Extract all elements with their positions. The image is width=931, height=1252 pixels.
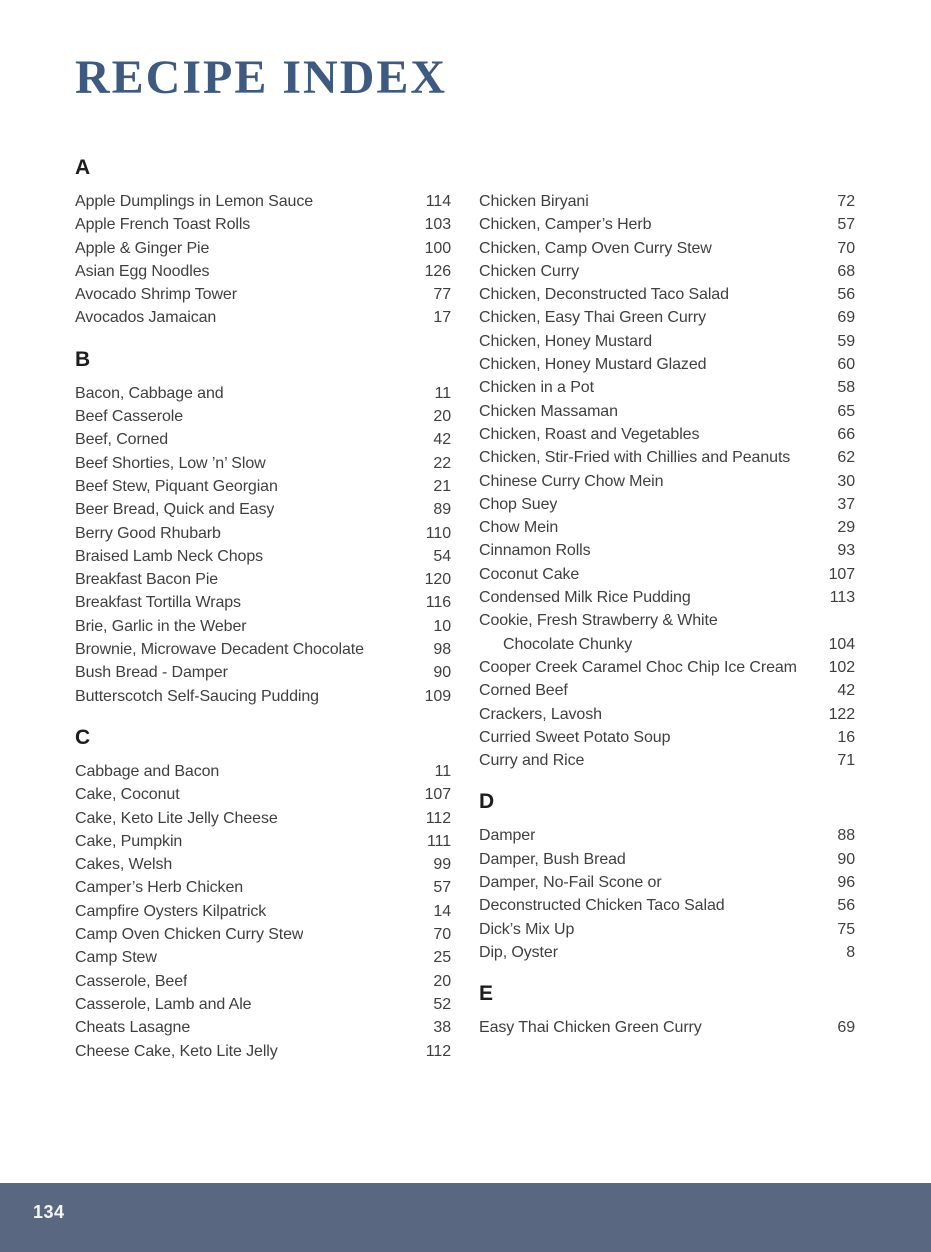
index-entry [479,848,855,871]
recipe-name: Beef, Corned [75,431,169,449]
recipe-name: Cake, Keto Lite Jelly Cheese [75,809,278,827]
recipe-name: Chicken, Honey Mustard [479,332,652,350]
page-number: 71 [837,752,855,770]
index-entry [479,190,855,213]
recipe-name: Cinnamon Rolls [479,542,591,560]
recipe-name: Bush Bread - Damper [75,664,228,682]
page-number: 70 [433,926,451,944]
recipe-name: Coconut Cake [479,565,580,583]
recipe-name: Cake, Pumpkin [75,832,183,850]
page-number: 96 [837,874,855,892]
index-entry [75,522,451,545]
index-entry [479,516,855,539]
index-entry [479,1016,855,1039]
recipe-name: Chop Suey [479,495,558,513]
recipe-name: Damper [479,827,536,845]
index-entry [75,970,451,993]
recipe-name: Chicken, Easy Thai Green Curry [479,309,707,327]
index-entry [479,749,855,772]
index-entry [75,306,451,329]
recipe-name: Bacon, Cabbage and [75,384,224,402]
recipe-name: Dick’s Mix Up [479,920,575,938]
page-number: 77 [433,286,451,304]
section-letter: C [75,725,91,749]
index-entry [75,260,451,283]
recipe-name: Braised Lamb Neck Chops [75,547,264,565]
index-entry [479,213,855,236]
page-number: 54 [433,547,451,565]
recipe-name: Apple & Ginger Pie [75,239,210,257]
index-entry [75,830,451,853]
page-number: 56 [837,897,855,915]
index-entry [75,807,451,830]
page-number: 20 [433,408,451,426]
index-entry [479,824,855,847]
page-number: 69 [837,309,855,327]
index-entry [479,726,855,749]
recipe-name: Chicken in a Pot [479,379,594,397]
recipe-name: Casserole, Lamb and Ale [75,995,252,1013]
index-entry [75,923,451,946]
index-entry [479,330,855,353]
page-number: 14 [433,902,451,920]
recipe-name: Avocado Shrimp Tower [75,286,237,304]
index-entry [75,760,451,783]
recipe-name: Cheats Lasagne [75,1019,191,1037]
page-number: 25 [433,949,451,967]
recipe-name: Beef Casserole [75,408,183,426]
page-number: 42 [837,682,855,700]
recipe-name: Cookie, Fresh Strawberry & White [479,612,718,630]
index-entry [75,428,451,451]
recipe-name: Avocados Jamaican [75,309,217,327]
index-entry [479,493,855,516]
recipe-name: Corned Beef [479,682,568,700]
page-number: 99 [433,856,451,874]
index-entry [479,871,855,894]
index-entry [75,475,451,498]
page-number: 107 [424,786,451,804]
index-entry [479,941,855,964]
recipe-name: Breakfast Bacon Pie [75,571,219,589]
page-number: 30 [837,472,855,490]
page-number: 107 [828,565,855,583]
index-entry [75,685,451,708]
index-entry [75,382,451,405]
page-number: 88 [837,827,855,845]
recipe-name: Deconstructed Chicken Taco Salad [479,897,725,915]
recipe-name: Camper’s Herb Chicken [75,879,244,897]
index-entry [479,260,855,283]
page-number: 65 [837,402,855,420]
index-column-left [75,156,451,1063]
recipe-name: Curried Sweet Potato Soup [479,728,671,746]
recipe-name: Chicken Curry [479,262,580,280]
recipe-name: Camp Stew [75,949,157,967]
page-number: 29 [837,519,855,537]
index-entry [479,894,855,917]
page-number: 70 [837,239,855,257]
recipe-name: Chicken, Roast and Vegetables [479,425,700,443]
index-entry [75,452,451,475]
index-entry [479,423,855,446]
recipe-name: Camp Oven Chicken Curry Stew [75,926,304,944]
index-entry [75,190,451,213]
index-entry [75,876,451,899]
index-entry [479,446,855,469]
recipe-name: Chinese Curry Chow Mein [479,472,664,490]
index-entry [75,591,451,614]
index-entry [75,900,451,923]
index-entry [479,586,855,609]
index-entry [479,656,855,679]
index-entry [479,306,855,329]
recipe-name: Condensed Milk Rice Pudding [479,589,691,607]
index-entry [479,283,855,306]
index-entry [479,539,855,562]
page-number: 58 [837,379,855,397]
page-number: 8 [846,943,855,961]
page-number: 66 [837,425,855,443]
recipe-name: Chow Mein [479,519,559,537]
page-number: 122 [828,705,855,723]
index-entry [479,703,855,726]
recipe-name: Brie, Garlic in the Weber [75,617,247,635]
index-entry [75,498,451,521]
recipe-name: Cakes, Welsh [75,856,173,874]
page-number: 98 [433,641,451,659]
page-number: 38 [433,1019,451,1037]
recipe-name: Apple French Toast Rolls [75,216,251,234]
index-entry [75,615,451,638]
index-entry [479,679,855,702]
page-number: 104 [828,635,855,653]
recipe-name: Chicken, Camper’s Herb [479,216,652,234]
recipe-name: Campfire Oysters Kilpatrick [75,902,267,920]
footer-bar [0,1183,931,1252]
index-entry [75,638,451,661]
page-number: 120 [424,571,451,589]
recipe-name-continuation: Chocolate Chunky [503,635,633,653]
page-number: 102 [828,658,855,676]
index-entry [479,563,855,586]
page-number: 42 [433,431,451,449]
recipe-name: Cheese Cake, Keto Lite Jelly [75,1042,278,1060]
page-number: 90 [837,850,855,868]
index-entry [75,853,451,876]
page-number: 113 [829,589,855,607]
page-number: 112 [425,809,451,827]
index-entry [75,237,451,260]
index-entry [75,213,451,236]
page-number: 112 [425,1042,451,1060]
index-entry [75,993,451,1016]
page-number: 56 [837,286,855,304]
section-letter: E [479,982,494,1006]
recipe-name: Chicken, Camp Oven Curry Stew [479,239,712,257]
index-entry [479,353,855,376]
recipe-name: Chicken, Honey Mustard Glazed [479,356,707,374]
recipe-name: Beer Bread, Quick and Easy [75,501,275,519]
page-number: 93 [837,542,855,560]
index-entry [75,946,451,969]
recipe-name: Curry and Rice [479,752,585,770]
index-entry [479,918,855,941]
page-number: 89 [433,501,451,519]
recipe-name: Damper, Bush Bread [479,850,626,868]
index-entry [75,1016,451,1039]
page-number: 111 [426,832,451,850]
page-number: 72 [837,193,855,210]
section-letter: A [75,156,91,179]
recipe-name: Butterscotch Self-Saucing Pudding [75,687,319,705]
page-number: 20 [433,972,451,990]
recipe-name: Crackers, Lavosh [479,705,602,723]
recipe-name: Damper, No-Fail Scone or [479,874,662,892]
page-number: 52 [433,995,451,1013]
recipe-name: Beef Shorties, Low ’n’ Slow [75,454,266,472]
page-number: 75 [837,920,855,938]
index-entry [75,783,451,806]
page-number: 57 [837,216,855,234]
recipe-name: Breakfast Tortilla Wraps [75,594,241,612]
index-entry [75,1040,451,1063]
page-number: 126 [424,262,451,280]
recipe-name: Cooper Creek Caramel Choc Chip Ice Cream [479,658,797,676]
recipe-name: Berry Good Rhubarb [75,524,221,542]
page-number: 109 [424,687,451,705]
index-entry [479,376,855,399]
recipe-name: Easy Thai Chicken Green Curry [479,1019,702,1037]
recipe-name: Apple Dumplings in Lemon Sauce [75,193,314,210]
page-number: 114 [425,193,451,210]
recipe-name: Beef Stew, Piquant Georgian [75,477,278,495]
page-number: 59 [837,332,855,350]
page-number: 11 [434,384,451,402]
recipe-name: Asian Egg Noodles [75,262,210,280]
page-number: 22 [433,454,451,472]
page-number: 37 [837,495,855,513]
footer-page-number: 134 [33,1202,65,1222]
page-number: 21 [433,477,451,495]
page-number: 57 [433,879,451,897]
recipe-name: Chicken Biryani [479,193,589,210]
index-entry [75,405,451,428]
page-number: 11 [434,762,451,780]
page-number: 68 [837,262,855,280]
page-number: 60 [837,356,855,374]
index-columns [0,156,931,1063]
index-entry [75,545,451,568]
index-entry [479,609,855,632]
recipe-name: Chicken, Stir-Fried with Chillies and Peanuts [479,449,791,467]
page-number: 17 [433,309,451,327]
page-number: 16 [837,728,855,746]
recipe-name: Casserole, Beef [75,972,188,990]
page-number: 110 [425,524,451,542]
index-column-right [479,156,855,1063]
recipe-name: Cake, Coconut [75,786,180,804]
page-number: 10 [433,617,451,635]
index-entry [75,661,451,684]
section-letter: B [75,347,91,371]
index-entry [75,568,451,591]
index-entry [75,283,451,306]
recipe-name: Brownie, Microwave Decadent Chocolate [75,641,364,659]
page-number: 100 [424,239,451,257]
page-number: 90 [433,664,451,682]
page-number: 62 [837,449,855,467]
page-number: 116 [425,594,451,612]
page-title: RECIPE INDEX [75,51,448,104]
index-entry-continuation [479,633,855,656]
recipe-name: Chicken, Deconstructed Taco Salad [479,286,729,304]
recipe-name: Cabbage and Bacon [75,762,220,780]
section-letter: D [479,790,495,814]
page-number: 69 [837,1019,855,1037]
index-entry [479,400,855,423]
page-number: 103 [424,216,451,234]
recipe-name: Dip, Oyster [479,943,558,961]
recipe-name: Chicken Massaman [479,402,618,420]
index-entry [479,470,855,493]
index-entry [479,237,855,260]
